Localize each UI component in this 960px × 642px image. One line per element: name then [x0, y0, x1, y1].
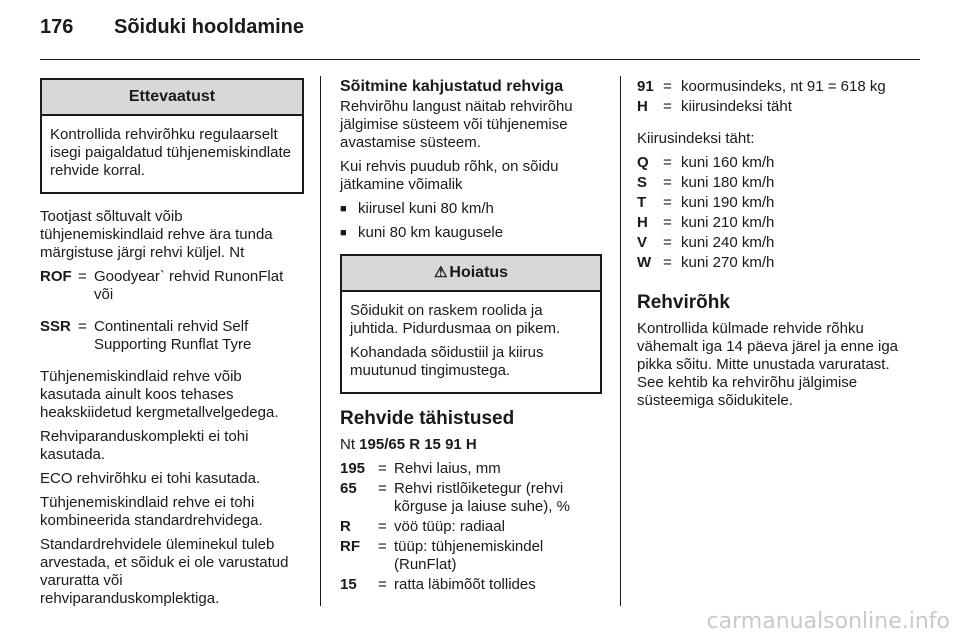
paragraph: Kui rehvis puudub rõhk, on sõidu jätkamine võimalik	[340, 158, 559, 193]
def-row: H = kuni 210 km/h	[637, 214, 775, 231]
def-row: SSR = Continentali rehvid Self Supporting Runflat Tyre	[40, 318, 252, 353]
def-row: RF = tüüp: tühjenemiskindel (RunFlat)	[340, 538, 544, 573]
caution-title: Ettevaatust	[42, 80, 302, 116]
paragraph: ECO rehvirõhku ei tohi kasutada.	[40, 470, 261, 487]
def-row: ROF = Goodyear` rehvid RunonFlat või	[40, 268, 284, 303]
warning-triangle-icon: ⚠	[433, 264, 448, 281]
column-3	[637, 78, 920, 416]
tyre-designation-heading: Rehvide tähistused	[340, 408, 515, 429]
column-divider	[620, 76, 621, 606]
paragraph: Kontrollida külmade rehvide rõhku vähemalt iga 14 päeva järel ja enne iga pikka sõitu. Mitte unustada varuratast. See kehtib ka rehvirõhu jälgimise süsteemiga sõidukitele.	[637, 320, 899, 409]
runflat-marking-list	[40, 268, 304, 354]
def-row: 15 = ratta läbimõõt tollides	[340, 576, 536, 593]
warning-text: Sõidukit on raskem roolida ja juhtida. Pidurdusmaa on pikem.	[350, 302, 561, 337]
header-rule	[40, 59, 920, 60]
example-line: Nt 195/65 R 15 91 H	[340, 436, 477, 453]
page-number: 176	[40, 16, 74, 38]
caution-text: Kontrollida rehvirõhku regulaarselt isegi paigaldatud tühjenemiskindlate rehvide korral.	[50, 126, 291, 179]
def-row: S = kuni 180 km/h	[637, 174, 775, 191]
watermark: carmanualsonline.info	[706, 609, 950, 634]
def-row: H = kiirusindeksi täht	[637, 98, 792, 115]
list-item: ■ kiirusel kuni 80 km/h	[340, 200, 494, 217]
def-row: T = kuni 190 km/h	[637, 194, 775, 211]
caution-box	[40, 78, 304, 194]
paragraph: Tühjenemiskindlaid rehve võib kasutada ainult koos tehases heakskiidetud kergmetallvelgedega.	[40, 368, 279, 421]
list-item: ■ kuni 80 km kaugusele	[340, 224, 504, 241]
runflat-intro: Tootjast sõltuvalt võib tühjenemiskindlaid rehve ära tunda märgistuse järgi rehvi küljel. Nt	[40, 208, 273, 261]
def-row: Q = kuni 160 km/h	[637, 154, 775, 171]
speed-index-intro: Kiirusindeksi täht:	[637, 130, 755, 147]
paragraph: Rehviparanduskomplekti ei tohi kasutada.	[40, 428, 249, 463]
column-divider	[320, 76, 321, 606]
def-row: R = vöö tüüp: radiaal	[340, 518, 505, 535]
warning-box	[340, 254, 602, 394]
damaged-tyre-heading: Sõitmine kahjustatud rehviga	[340, 78, 564, 95]
column-2	[340, 78, 602, 600]
tyre-code-list-cont	[637, 78, 920, 116]
paragraph: Rehvirõhu langust näitab rehvirõhu jälgimise süsteem või tühjenemise avastamise süsteem.	[340, 98, 573, 151]
example-code: 195/65 R 15 91 H	[359, 436, 477, 453]
def-row: V = kuni 240 km/h	[637, 234, 775, 251]
def-row: 65 = Rehvi ristlõiketegur (rehvi kõrguse ja laiuse suhe), %	[340, 480, 570, 515]
column-1	[40, 78, 304, 614]
bullet-icon: ■	[340, 203, 347, 215]
tyre-pressure-heading: Rehvirõhk	[637, 292, 730, 313]
bullet-icon: ■	[340, 227, 347, 239]
page-title: Sõiduki hooldamine	[114, 16, 305, 38]
tyre-code-list	[340, 460, 602, 594]
warning-title: ⚠ Hoiatus	[342, 256, 600, 292]
paragraph: Standardrehvidele üleminekul tuleb arvestada, et sõiduk ei ole varustatud varuratta või rehviparanduskomplektiga.	[40, 536, 289, 607]
def-row: 91 = koormusindeks, nt 91 = 618 kg	[637, 78, 886, 95]
speed-index-list	[637, 154, 920, 272]
page-header	[40, 16, 304, 39]
warning-text: Kohandada sõidustiil ja kiirus muutunud tingimustega.	[350, 344, 544, 379]
paragraph: Tühjenemiskindlaid rehve ei tohi kombineerida standardrehvidega.	[40, 494, 263, 529]
def-row: W = kuni 270 km/h	[637, 254, 775, 271]
def-row: 195 = Rehvi laius, mm	[340, 460, 501, 477]
